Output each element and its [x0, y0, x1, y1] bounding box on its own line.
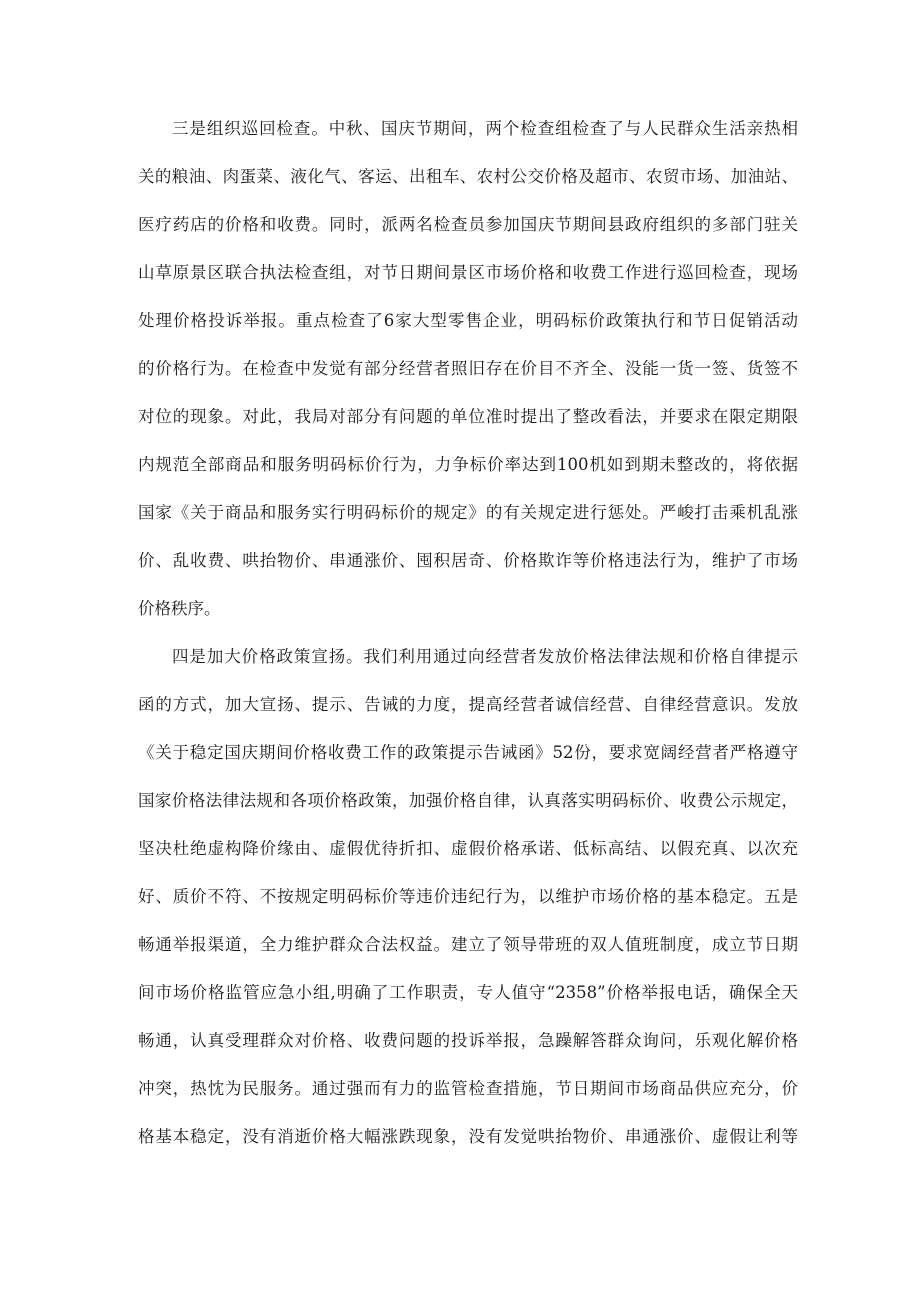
paragraph-2-line-4: 国家价格法律法规和各项价格政策，加强价格自律，认真落实明码标价、收费公示规定，	[138, 791, 798, 810]
paragraph-1-line-6: 的价格行为。在检查中发觉有部分经营者照旧存在价目不齐全、没能一货一签、货签不	[138, 359, 798, 378]
paragraph-1-line-5: 处理价格投诉举报。重点检查了6家大型零售企业，明码标价政策执行和节日促销活动	[138, 311, 798, 330]
paragraph-1-line-3: 医疗药店的价格和收费。同时，派两名检查员参加国庆节期间县政府组织的多部门驻关	[138, 215, 798, 234]
paragraph-1-line-7: 对位的现象。对此，我局对部分有问题的单位准时提出了整改看法，并要求在限定期限	[138, 407, 798, 426]
paragraph-2-line-9: 畅通，认真受理群众对价格、收费问题的投诉举报，急躁解答群众询问，乐观化解价格	[138, 1031, 798, 1050]
paragraph-1-line-2: 关的粮油、肉蛋菜、液化气、客运、出租车、农村公交价格及超市、农贸市场、加油站、	[138, 167, 798, 186]
paragraph-1-line-4: 山草原景区联合执法检查组，对节日期间景区市场价格和收费工作进行巡回检查，现场	[138, 263, 798, 282]
paragraph-1-line-10: 价、乱收费、哄抬物价、串通涨价、囤积居奇、价格欺诈等价格违法行为，维护了市场	[138, 551, 798, 570]
paragraph-2-line-5: 坚决杜绝虚构降价缘由、虚假优待折扣、虚假价格承诺、低标高结、以假充真、以次充	[138, 839, 798, 858]
paragraph-2-line-8: 间市场价格监管应急小组,明确了工作职责，专人值守“2358”价格举报电话，确保全天	[138, 983, 798, 1002]
paragraph-2-line-3: 《关于稳定国庆期间价格收费工作的政策提示告诫函》52份，要求宽阔经营者严格遵守	[138, 743, 798, 762]
paragraph-2-line-11: 格基本稳定，没有消逝价格大幅涨跌现象，没有发觉哄抬物价、串通涨价、虚假让利等	[138, 1127, 798, 1146]
paragraph-2-line-7: 畅通举报渠道，全力维护群众合法权益。建立了领导带班的双人值班制度，成立节日期	[138, 935, 798, 954]
paragraph-2-line-2: 函的方式，加大宣扬、提示、告诫的力度，提高经营者诚信经营、自律经营意识。发放	[138, 695, 798, 714]
paragraph-1-line-1: 三是组织巡回检查。中秋、国庆节期间，两个检查组检查了与人民群众生活亲热相	[172, 119, 798, 138]
paragraph-2-line-1: 四是加大价格政策宣扬。我们利用通过向经营者发放价格法律法规和价格自律提示	[172, 647, 798, 666]
paragraph-1-line-8: 内规范全部商品和服务明码标价行为，力争标价率达到100机如到期未整改的，将依据	[138, 455, 798, 474]
paragraph-2-line-10: 冲突，热忱为民服务。通过强而有力的监管检查措施，节日期间市场商品供应充分，价	[138, 1079, 798, 1098]
paragraph-1-line-9: 国家《关于商品和服务实行明码标价的规定》的有关规定进行惩处。严峻打击乘机乱涨	[138, 503, 798, 522]
paragraph-1-line-11: 价格秩序。	[138, 599, 221, 618]
paragraph-2-line-6: 好、质价不符、不按规定明码标价等违价违纪行为，以维护市场价格的基本稳定。五是	[138, 887, 798, 906]
